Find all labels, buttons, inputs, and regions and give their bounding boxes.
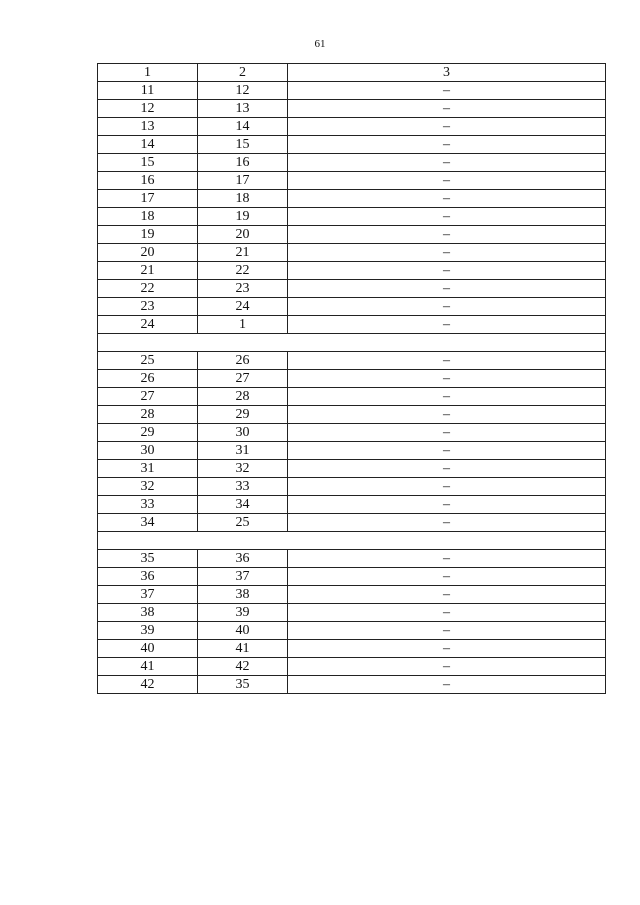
- table-cell-col2: 38: [198, 586, 288, 604]
- table-cell-col1: 22: [98, 280, 198, 298]
- table-cell-col1: 13: [98, 118, 198, 136]
- header-cell-2: 2: [198, 64, 288, 82]
- table-cell-col2: 32: [198, 460, 288, 478]
- table-row: [98, 100, 606, 118]
- table-cell-col1: 11: [98, 82, 198, 100]
- table-cell-col2: 30: [198, 424, 288, 442]
- table-cell-col2: 16: [198, 154, 288, 172]
- header-cell-3: 3: [288, 64, 606, 82]
- table-cell-col1: 29: [98, 424, 198, 442]
- table-cell-col2: 21: [198, 244, 288, 262]
- table-row: [98, 298, 606, 316]
- table-cell-col2: 41: [198, 640, 288, 658]
- table-row: [98, 352, 606, 370]
- group-separator: [98, 334, 606, 352]
- table-cell-col1: 36: [98, 568, 198, 586]
- table-cell-col1: 38: [98, 604, 198, 622]
- table-cell-col1: 42: [98, 676, 198, 694]
- table-row: [98, 280, 606, 298]
- table-cell-col3: –: [288, 640, 606, 658]
- table-cell-col3: –: [288, 568, 606, 586]
- table-cell-col1: 28: [98, 406, 198, 424]
- table-cell-col2: 37: [198, 568, 288, 586]
- table-cell-col1: 18: [98, 208, 198, 226]
- table-cell-col3: –: [288, 604, 606, 622]
- table-cell-col2: 20: [198, 226, 288, 244]
- table-row: [98, 640, 606, 658]
- table-cell-col2: 39: [198, 604, 288, 622]
- table-row: [98, 424, 606, 442]
- table-cell-col3: –: [288, 118, 606, 136]
- table-cell-col2: 22: [198, 262, 288, 280]
- header-cell-1: 1: [98, 64, 198, 82]
- table-row: [98, 478, 606, 496]
- table-row: [98, 604, 606, 622]
- table-cell-col2: 12: [198, 82, 288, 100]
- table-cell-col3: –: [288, 622, 606, 640]
- table-cell-col3: –: [288, 244, 606, 262]
- table-row: [98, 154, 606, 172]
- table-row: [98, 676, 606, 694]
- table-row: [98, 172, 606, 190]
- table-cell-col2: 34: [198, 496, 288, 514]
- table-row: [98, 496, 606, 514]
- table-cell-col3: –: [288, 586, 606, 604]
- table-row: [98, 226, 606, 244]
- table-cell-col1: 40: [98, 640, 198, 658]
- table-cell-col1: 26: [98, 370, 198, 388]
- table-cell-col3: –: [288, 388, 606, 406]
- table-cell-col1: 30: [98, 442, 198, 460]
- table-cell-col3: –: [288, 424, 606, 442]
- table-cell-col1: 39: [98, 622, 198, 640]
- table-row: [98, 460, 606, 478]
- table-cell-col2: 15: [198, 136, 288, 154]
- separator-cell: [98, 334, 606, 352]
- table-cell-col1: 23: [98, 298, 198, 316]
- table-cell-col3: –: [288, 442, 606, 460]
- table-row: [98, 514, 606, 532]
- table-cell-col3: –: [288, 460, 606, 478]
- table-cell-col1: 33: [98, 496, 198, 514]
- table-row: [98, 406, 606, 424]
- table-row: [98, 118, 606, 136]
- table-cell-col2: 17: [198, 172, 288, 190]
- table-cell-col3: –: [288, 262, 606, 280]
- table-header-row: [98, 64, 606, 82]
- table-cell-col1: 24: [98, 316, 198, 334]
- table-cell-col1: 32: [98, 478, 198, 496]
- page-number: 61: [314, 38, 326, 50]
- table-cell-col1: 16: [98, 172, 198, 190]
- table-row: [98, 262, 606, 280]
- table-cell-col3: –: [288, 172, 606, 190]
- table-cell-col2: 36: [198, 550, 288, 568]
- table-cell-col3: –: [288, 100, 606, 118]
- table-cell-col2: 1: [198, 316, 288, 334]
- table-row: [98, 442, 606, 460]
- table-cell-col3: –: [288, 82, 606, 100]
- table-row: [98, 658, 606, 676]
- table-row: [98, 136, 606, 154]
- table-cell-col1: 35: [98, 550, 198, 568]
- table-cell-col2: 25: [198, 514, 288, 532]
- table-cell-col3: –: [288, 550, 606, 568]
- table-cell-col2: 35: [198, 676, 288, 694]
- table-cell-col3: –: [288, 676, 606, 694]
- table-cell-col3: –: [288, 316, 606, 334]
- table-cell-col1: 34: [98, 514, 198, 532]
- table-cell-col3: –: [288, 280, 606, 298]
- table-row: [98, 208, 606, 226]
- table-cell-col3: –: [288, 190, 606, 208]
- table-cell-col2: 26: [198, 352, 288, 370]
- table-row: [98, 370, 606, 388]
- table-row: [98, 82, 606, 100]
- table-cell-col3: –: [288, 658, 606, 676]
- table-cell-col3: –: [288, 226, 606, 244]
- table-cell-col3: –: [288, 496, 606, 514]
- table-cell-col1: 20: [98, 244, 198, 262]
- group-separator: [98, 532, 606, 550]
- table-cell-col3: –: [288, 136, 606, 154]
- table-row: [98, 316, 606, 334]
- table-cell-col1: 31: [98, 460, 198, 478]
- table-cell-col1: 15: [98, 154, 198, 172]
- table-cell-col2: 24: [198, 298, 288, 316]
- table-cell-col3: –: [288, 514, 606, 532]
- table-cell-col2: 13: [198, 100, 288, 118]
- table-cell-col2: 23: [198, 280, 288, 298]
- table-row: [98, 388, 606, 406]
- separator-cell: [98, 532, 606, 550]
- table-cell-col3: –: [288, 370, 606, 388]
- table-cell-col2: 29: [198, 406, 288, 424]
- table-cell-col3: –: [288, 154, 606, 172]
- table-row: [98, 568, 606, 586]
- data-table: [97, 63, 606, 694]
- table-cell-col1: 27: [98, 388, 198, 406]
- table-cell-col1: 41: [98, 658, 198, 676]
- table-row: [98, 190, 606, 208]
- table-cell-col3: –: [288, 352, 606, 370]
- table-cell-col2: 18: [198, 190, 288, 208]
- table-row: [98, 622, 606, 640]
- table-cell-col2: 14: [198, 118, 288, 136]
- table-cell-col2: 28: [198, 388, 288, 406]
- table-cell-col3: –: [288, 406, 606, 424]
- table-cell-col3: –: [288, 478, 606, 496]
- table-cell-col1: 14: [98, 136, 198, 154]
- table-cell-col3: –: [288, 208, 606, 226]
- table-cell-col2: 40: [198, 622, 288, 640]
- table-cell-col2: 33: [198, 478, 288, 496]
- table-cell-col3: –: [288, 298, 606, 316]
- table-body: [98, 64, 606, 694]
- table-row: [98, 244, 606, 262]
- table-cell-col1: 17: [98, 190, 198, 208]
- table-row: [98, 586, 606, 604]
- table-cell-col1: 37: [98, 586, 198, 604]
- table-cell-col1: 12: [98, 100, 198, 118]
- table-row: [98, 550, 606, 568]
- table-cell-col2: 19: [198, 208, 288, 226]
- table-cell-col1: 25: [98, 352, 198, 370]
- table-cell-col2: 27: [198, 370, 288, 388]
- table-cell-col2: 42: [198, 658, 288, 676]
- table-cell-col1: 21: [98, 262, 198, 280]
- table-cell-col1: 19: [98, 226, 198, 244]
- table-cell-col2: 31: [198, 442, 288, 460]
